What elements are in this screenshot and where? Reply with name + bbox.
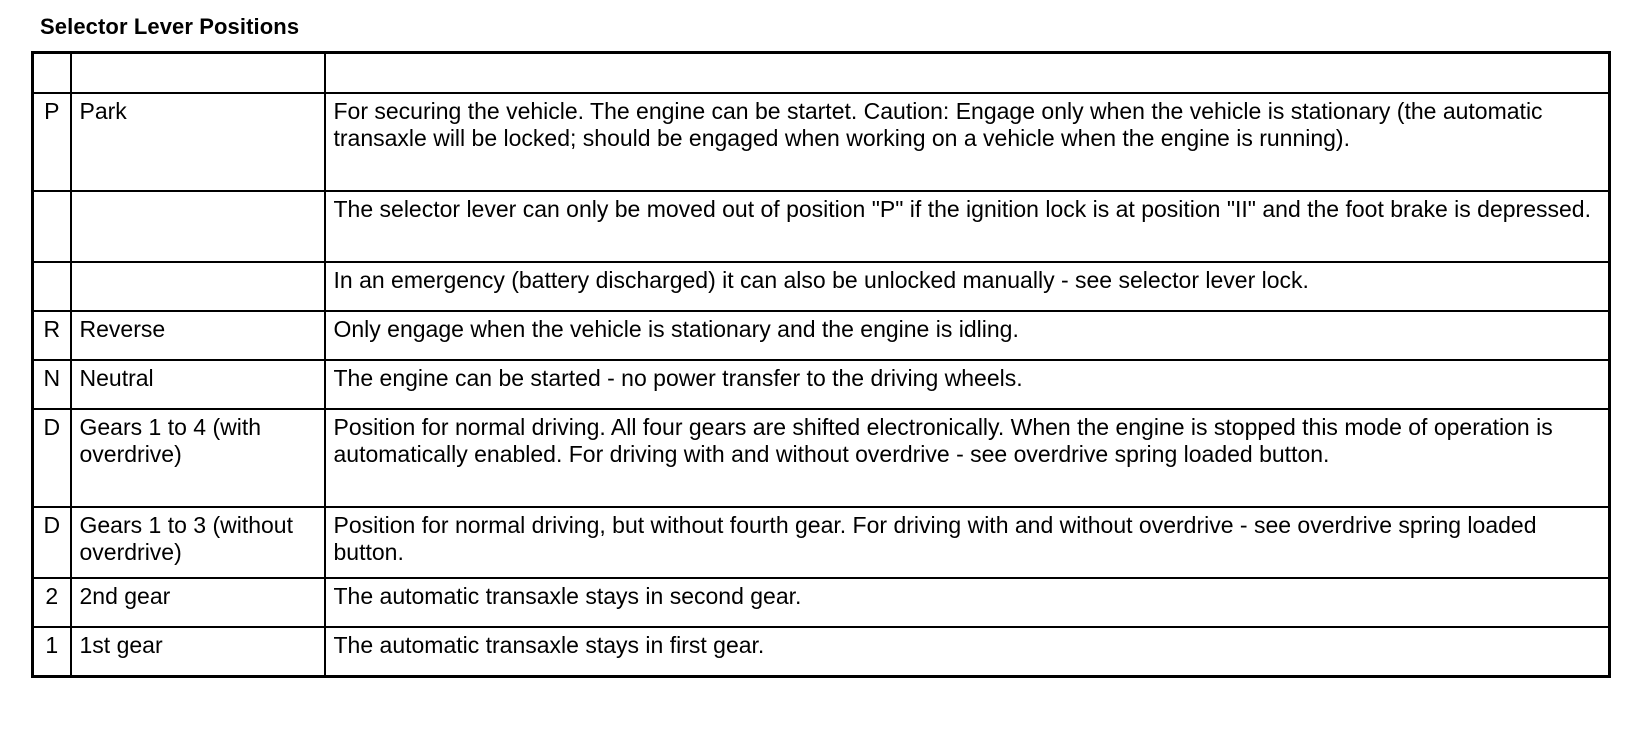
position-description: Position for normal driving, but without fourth gear. For driving with and without overdrive - see overdrive spring loaded button. [325, 507, 1610, 578]
position-code: 1 [33, 627, 71, 677]
position-code: P [33, 93, 71, 191]
table-row [33, 627, 1610, 677]
position-code [33, 262, 71, 311]
table-row [33, 507, 1610, 578]
position-code: D [33, 409, 71, 507]
position-name: 2nd gear [71, 578, 325, 627]
position-description: Position for normal driving. All four gears are shifted electronically. When the engine is stopped this mode of operation is automatically enabled. For driving with and without overdrive - see overdrive spring loaded button. [325, 409, 1610, 507]
table-row [33, 409, 1610, 507]
table-row [33, 191, 1610, 262]
position-description: The selector lever can only be moved out of position "P" if the ignition lock is at position "II" and the foot brake is depressed. [325, 191, 1610, 262]
position-name: Neutral [71, 360, 325, 409]
position-name: Gears 1 to 4 (with overdrive) [71, 409, 325, 507]
header-cell-code [33, 53, 71, 94]
position-code: D [33, 507, 71, 578]
position-description: The automatic transaxle stays in second gear. [325, 578, 1610, 627]
table-header-row [33, 53, 1610, 94]
position-name [71, 262, 325, 311]
position-name: Park [71, 93, 325, 191]
position-description: The automatic transaxle stays in first gear. [325, 627, 1610, 677]
table-row [33, 578, 1610, 627]
position-name: Gears 1 to 3 (without overdrive) [71, 507, 325, 578]
position-code: N [33, 360, 71, 409]
page-title: Selector Lever Positions [40, 14, 300, 39]
position-code [33, 191, 71, 262]
table-row [33, 93, 1610, 191]
position-name: Reverse [71, 311, 325, 360]
header-cell-description [325, 53, 1610, 94]
position-code: R [33, 311, 71, 360]
position-code: 2 [33, 578, 71, 627]
position-description: The engine can be started - no power transfer to the driving wheels. [325, 360, 1610, 409]
table-row [33, 311, 1610, 360]
position-description: For securing the vehicle. The engine can be startet. Caution: Engage only when the vehicle is stationary (the automatic transaxle will be locked; should be engaged when working on a vehicle when the engine is running). [325, 93, 1610, 191]
selector-lever-table [31, 51, 1611, 678]
position-name: 1st gear [71, 627, 325, 677]
table-row [33, 262, 1610, 311]
header-cell-name [71, 53, 325, 94]
position-description: In an emergency (battery discharged) it can also be unlocked manually - see selector lever lock. [325, 262, 1610, 311]
position-description: Only engage when the vehicle is stationary and the engine is idling. [325, 311, 1610, 360]
position-name [71, 191, 325, 262]
table-row [33, 360, 1610, 409]
